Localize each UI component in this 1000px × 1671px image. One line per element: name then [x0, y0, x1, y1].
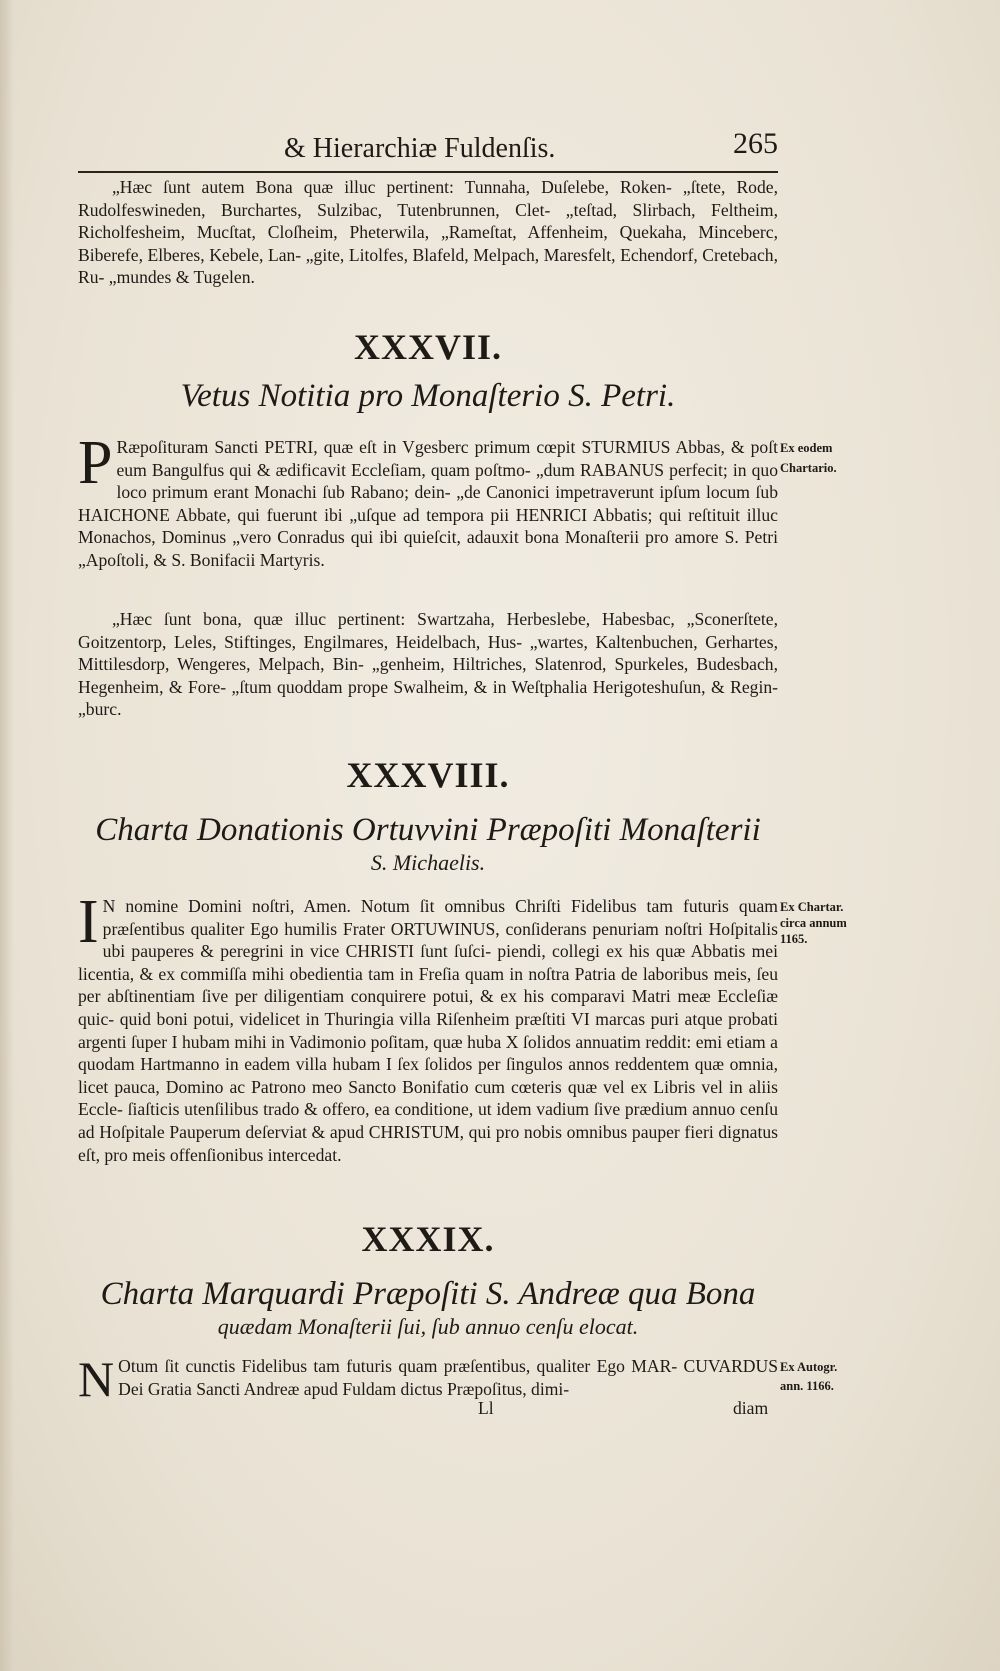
margin-note-38a: Ex Chartar. [780, 900, 844, 914]
margin-note-37a: Ex eodem [780, 441, 833, 455]
section-37-body-2 [78, 608, 778, 721]
section-37-paragraph-1-text: Ræpoſituram Sancti PETRI, quæ eſt in Vgesberc primum cœpit STURMIUS Abbas, & poſt eum Bangulfus qui & ædificavit Eccleſiam, quam poſtmo- „dum RABANUS perfecit; in quo loco primum erant Monachi ſub Rabano; dein- „de Canonici impetraverunt ipſum locum ſub HAICHONE Abbate, qui fuerunt ibi „uſque ad tempora pii HENRICI Abbatis; qui reſtituit illuc Monachos, Dominus „vero Conradus qui ibi quieſcit, adauxit bona Monaſterii pro amore S. Petri „Apoſtoli, & S. Bonifacii Martyris. [78, 437, 778, 570]
section-37-numeral: XXXVII. [353, 327, 502, 367]
margin-note-38c: 1165. [780, 932, 808, 946]
section-37-body [78, 429, 778, 572]
section-39-title: Charta Marquardi Præpoſiti S. Andreæ qua Bona [100, 1276, 756, 1312]
page-number: 265 [733, 127, 778, 160]
running-head: & Hierarchiæ Fuldenſis. [284, 133, 556, 164]
dropcap-i: I [78, 888, 99, 956]
section-39-paragraph-text: Otum ſit cunctis Fidelibus tam futuris quam præſentibus, qualiter Ego MAR- CUVARDUS Dei Gratia Sancti Andreæ apud Fuldam dictus Præpoſitus, dimi- [118, 1356, 778, 1399]
section-37-paragraph-1 [78, 429, 778, 572]
intro-paragraph: „Hæc ſunt autem Bona quæ illuc pertinent: Tunnaha, Duſelebe, Roken- „ſtete, Rode, Rudolfeswineden, Burchartes, Sulzibac, Tutenbrunnen, Clet- „teſtad, Slirbach, Feltheim, Richolfesheim, Mucſtat, Cloſheim, Pheterwila, „Rameſtat, Affenheim, Quekaha, Minceberc, Biberefe, Elberes, Kebele, Lan- „gite, Litolfes, Blafeld, Melpach, Maresfelt, Echendorf, Cretebach, Ru- „mundes & Tugelen. [78, 177, 778, 288]
catchword: diam [733, 1398, 769, 1418]
intro-block [78, 176, 778, 289]
dropcap-p: P [78, 429, 113, 497]
section-38-numeral: XXXVIII. [346, 755, 510, 795]
signature-mark: Ll [478, 1398, 494, 1418]
section-38-body [78, 888, 778, 1166]
dropcap-n: N [78, 1351, 115, 1407]
binding-shadow [0, 0, 14, 1671]
section-38-title: Charta Donationis Ortuvvini Præpoſiti Monaſterii [95, 812, 761, 848]
section-37-paragraph-2: „Hæc ſunt bona, quæ illuc pertinent: Swartzaha, Herbeslebe, Habesbac, „Sconerſtete, Goitzentorp, Leles, Stiftinges, Engilmares, Heidelbach, Hus- „wartes, Kaltenbuchen, Gerhartes, Mittilesdorp, Wengeres, Melpach, Bin- „genheim, Hiltriches, Slatenrod, Spurkeles, Budesbach, Hegenheim, & Fore- „ſtum quoddam prope Swalheim, & in Weſtphalia Herigoteshuſun, & Regin- „burc. [78, 609, 778, 720]
section-37-title: Vetus Notitia pro Monaſterio S. Petri. [180, 378, 676, 414]
margin-note-37b: Chartario. [780, 461, 837, 475]
section-38-paragraph-text: N nomine Domini noſtri, Amen. Notum ſit omnibus Chriſti Fidelibus tam futuris quam præſentibus qualiter Ego humilis Frater ORTUWINUS, conſiderans penuriam noſtri Hoſpitalis ubi pauperes & peregrini in vice CHRISTI ſunt ſuſci- piendi, collegi ex his quæ Abbatis mei licentia, & ex commiſſa mihi obedientia tam in Freſia quam in noſtra Patria de laboribus meis, ſeu per abſtinentiam ſive per diligentiam conquirere potui, & ex his comparavi Matri meæ Eccleſiæ quic- quid boni potui, videlicet in Thuringia villa Riſenheim præſtiti VI marcas puri atque probati argenti ſuper I hubam mihi in Vadimonio poſitam, quæ huba X ſolidos annuatim reddit: emi etiam a quodam Hartmanno in eadem villa hubam I ſex ſolidos per ſingulos annos reddentem quæ omnia, licet pauca, Domino ac Patrono meo Sancto Bonifatio cum cœteris quæ vel ex Libris vel in aliis Eccle- ſiaſticis utenſilibus trado & offero, ea conditione, ut idem vadium ſive prædium annuo cenſu ad Hoſpitale Pauperum deſerviat & apud CHRISTUM, qui pro nobis omnibus pauper fieri dignatus eſt, pro meis offenſionibus intercedat. [78, 896, 778, 1165]
header-rule [78, 171, 778, 173]
margin-note-39a: Ex Autogr. [780, 1360, 838, 1374]
section-39-body [78, 1351, 778, 1407]
section-38-paragraph [78, 888, 778, 1166]
margin-note-39b: ann. 1166. [780, 1379, 834, 1393]
section-38-subtitle: S. Michaelis. [370, 850, 486, 875]
page-header [78, 127, 778, 173]
section-39-numeral: XXXIX. [361, 1219, 495, 1259]
section-39-paragraph [78, 1351, 778, 1407]
margin-note-38b: circa annum [780, 916, 847, 930]
section-39-subtitle: quædam Monaſterii ſui, ſub annuo cenſu elocat. [217, 1314, 639, 1339]
